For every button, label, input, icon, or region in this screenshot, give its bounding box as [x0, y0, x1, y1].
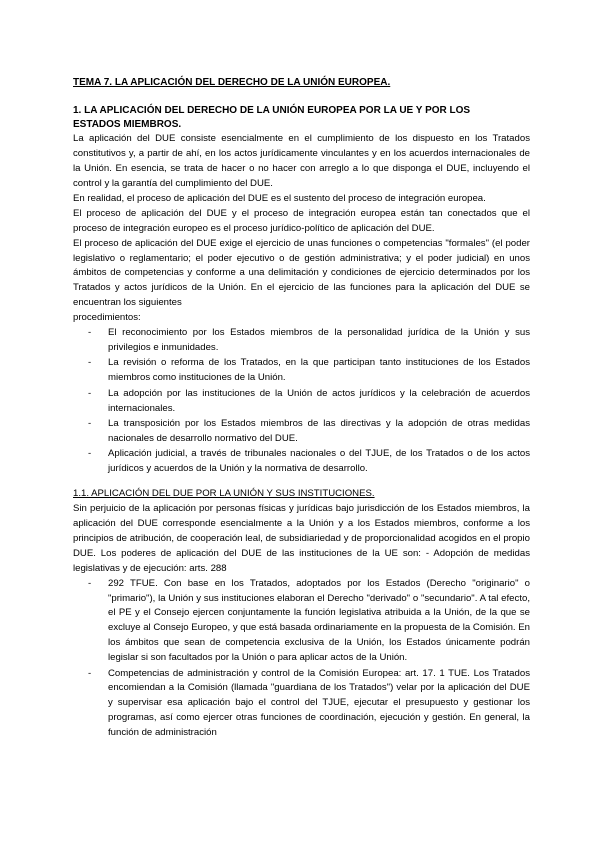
section-1-heading: [73, 104, 530, 132]
list-item: - Aplicación judicial, a través de tribunales nacionales o del TJUE, de los Tratados o de los actos jurídicos y acuerdos de la Unión y la normativa de desarrollo.: [108, 447, 530, 477]
paragraph: El proceso de aplicación del DUE y el proceso de integración europea están tan conectados que el proceso de integración europeo es el proceso jurídico-político de aplicación del DUE.: [73, 207, 530, 234]
list-item: - La transposición por los Estados miembros de las directivas y la adopción de otras medidas nacionales de desarrollo normativo del DUE.: [108, 417, 530, 447]
procedures-list: [73, 326, 530, 477]
paragraph: Sin perjuicio de la aplicación por personas físicas y jurídicas bajo jurisdicción de los Estados miembros, la aplicación del DUE corresponde esencialmente a la Unión y a los Estados miembros, conforme a los principios de atribución, de cooperación leal, de subsidiariedad y de proporcionalidad acogidos en el propio DUE. Los poderes de aplicación del DUE de las instituciones de la UE son: - Adopción de medidas legislativas y de ejecución: arts. 288: [73, 503, 530, 574]
list-item: - Competencias de administración y control de la Comisión Europea: art. 17. 1 TUE. Los Tratados encomiendan a la Comisión (llamada "guardiana de los Tratados") velar por la aplicación del DUE y supervisar esa aplicación bajo el control del TJUE, ejecutar el presupuesto y gestionar los programas, así como ejercer otras funciones de coordinación, ejecución y gestión. En general, la función de administración: [108, 667, 530, 742]
list-item: - El reconocimiento por los Estados miembros de la personalidad jurídica de la Unión y sus privilegios e inmunidades.: [108, 326, 530, 356]
section-1-1-heading: 1.1. APLICACIÓN DEL DUE POR LA UNIÓN Y SUS INSTITUCIONES.: [73, 488, 375, 500]
document-body: [73, 76, 530, 742]
list-item: - La revisión o reforma de los Tratados, en la que participan tanto instituciones de los Estados miembros como instituciones de la Unión.: [108, 356, 530, 386]
list-item: - 292 TFUE. Con base en los Tratados, adoptados por los Estados (Derecho "originario" o "primario"), la Unión y sus instituciones elaboran el Derecho "derivado" o "secundario". A tal efecto, el PE y el Consejo ejercen conjuntamente la función legislativa atribuida a la Unión, de la que se excluye al Consejo Europeo, y que está basada ordinariamente en la propuesta de la Comisión. En los ámbitos que sean de competencia exclusiva de la Unión, los Estados únicamente podrán legislar si son facultados por la Unión o para aplicar actos de la Unión.: [108, 577, 530, 666]
list-item: - La adopción por las instituciones de la Unión de actos jurídicos y la celebración de acuerdos internacionales.: [108, 387, 530, 417]
paragraph: El proceso de aplicación del DUE exige el ejercicio de unas funciones o competencias "formales" (el poder legislativo o reglamentario; el poder ejecutivo o de gestión administrativa; y el poder judicial) en unos ámbitos de competencias y conforme a una delimitación y condiciones de ejercicio determinados por los Tratados y actos jurídicos de la Unión. En el ejercicio de las funciones para la aplicación del DUE se encuentran los siguientes: [73, 237, 530, 309]
paragraph: procedimientos:: [73, 312, 141, 324]
section-1-heading-line-1: 1. LA APLICACIÓN DEL DERECHO DE LA UNIÓN EUROPEA POR LA UE Y POR LOS: [73, 104, 471, 116]
document-title: TEMA 7. LA APLICACIÓN DEL DERECHO DE LA UNIÓN EUROPEA.: [73, 77, 391, 88]
paragraph: En realidad, el proceso de aplicación del DUE es el sustento del proceso de integración europea.: [73, 192, 486, 204]
powers-list: [73, 577, 530, 741]
section-1-heading-line-2: ESTADOS MIEMBROS.: [73, 119, 182, 131]
paragraph: La aplicación del DUE consiste esencialmente en el cumplimiento de los dispuesto en los Tratados constitutivos y, a partir de ahí, en los actos jurídicamente vinculantes y en los acuerdos internacionales de la Unión. En esencia, se trata de hacer o no hacer con arreglo a lo que disponga el DUE, incluyendo el control y la garantía del cumplimiento del DUE.: [73, 133, 530, 190]
